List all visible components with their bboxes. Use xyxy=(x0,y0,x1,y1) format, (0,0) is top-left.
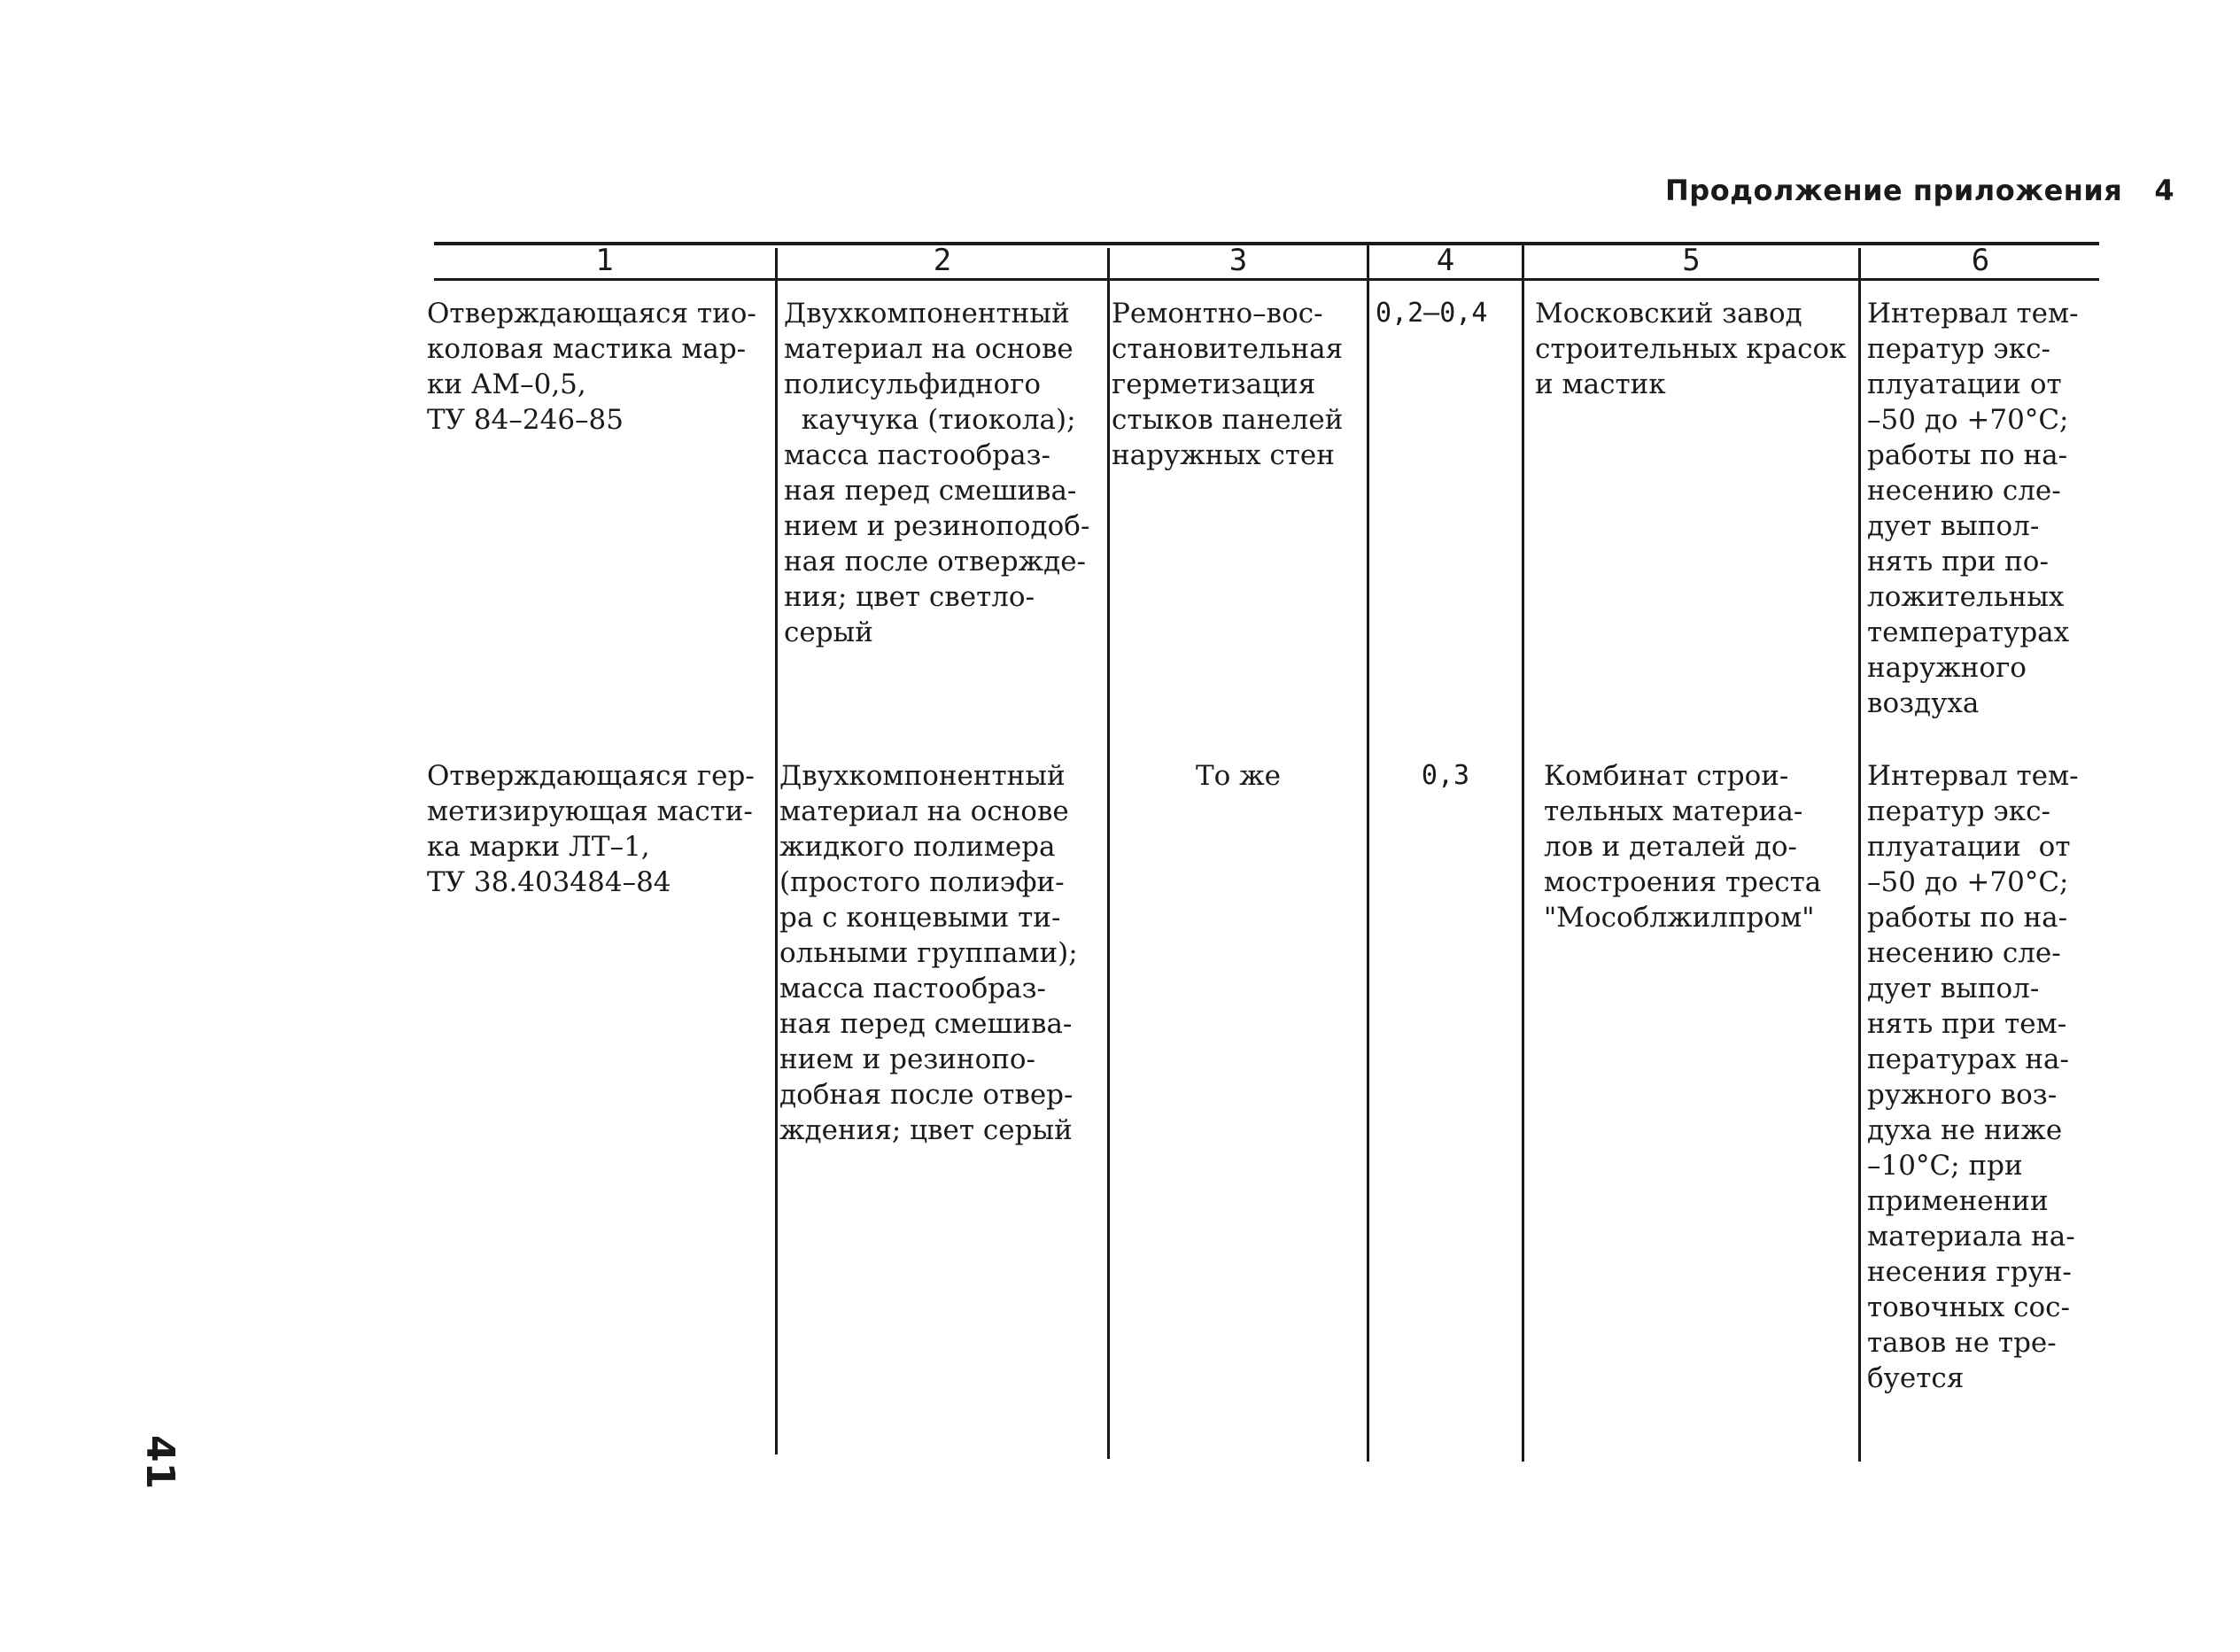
cell-material-description: Двухкомпонентный материал на основе жидкого полимера (простого полиэфи- ра с концевыми ти- ольными группами); масса пастообраз- ная перед смешива- нием и резинопо- добная после отвер- ждения; цвет серый xyxy=(779,760,1078,1146)
column-number-2: 2 xyxy=(933,243,952,278)
cell-notes: Интервал тем- ператур экс- плуатации от –50 до +70°С; работы по на- несению сле- дует выпол- нять при по- ложительных температурах наружного воздуха xyxy=(1867,298,2079,719)
column-number-3: 3 xyxy=(1229,243,1248,278)
cell-notes: Интервал тем- ператур экс- плуатации от –50 до +70°С; работы по на- несению сле- дует выпол- нять при тем- пературах на- ружного воз- духа не ниже –10°С; при применении материала на- несения грун- товочных сос- тавов не тре- буется xyxy=(1867,760,2079,1394)
caption-text: Продолжение приложения xyxy=(1665,174,2123,207)
appendix-number: 4 xyxy=(2154,174,2175,207)
cell-thickness: 0,2–0,4 xyxy=(1376,298,1488,329)
column-number-4: 4 xyxy=(1436,243,1455,278)
cell-material-name: Отверждающаяся тио- коловая мастика мар- ки АМ–0,5, ТУ 84–246–85 xyxy=(427,298,756,436)
column-divider-2-3 xyxy=(1107,248,1110,1459)
cell-application-area: Ремонтно–вос- становительная герметизация стыков панелей наружных стен xyxy=(1112,298,1344,471)
cell-thickness: 0,3 xyxy=(1421,760,1470,791)
column-divider-4-5 xyxy=(1522,244,1524,1462)
cell-application-area: То же xyxy=(1195,760,1282,792)
column-number-6: 6 xyxy=(1971,243,1990,278)
column-divider-5-6 xyxy=(1858,248,1861,1462)
column-divider-3-4 xyxy=(1367,244,1369,1462)
page-number: 41 xyxy=(137,1435,182,1490)
cell-manufacturer: Московский завод строительных красок и мастик xyxy=(1535,298,1847,400)
table-header-rule xyxy=(434,278,2099,281)
appendix-continuation-caption xyxy=(1665,174,2175,207)
cell-manufacturer: Комбинат строи- тельных материа- лов и деталей до- мостроения треста "Мособлжилпром" xyxy=(1544,760,1822,934)
column-divider-1-2 xyxy=(775,248,778,1454)
column-number-1: 1 xyxy=(595,243,614,278)
column-number-5: 5 xyxy=(1682,243,1701,278)
cell-material-description: Двухкомпонентный материал на основе полисульфидного каучука (тиокола); масса пастообраз- ная перед смешива- нием и резиноподоб- ная после отвержде- ния; цвет светло- серый xyxy=(784,298,1090,648)
cell-material-name: Отверждающаяся гер- метизирующая масти- ка марки ЛТ–1, ТУ 38.403484–84 xyxy=(427,760,755,898)
